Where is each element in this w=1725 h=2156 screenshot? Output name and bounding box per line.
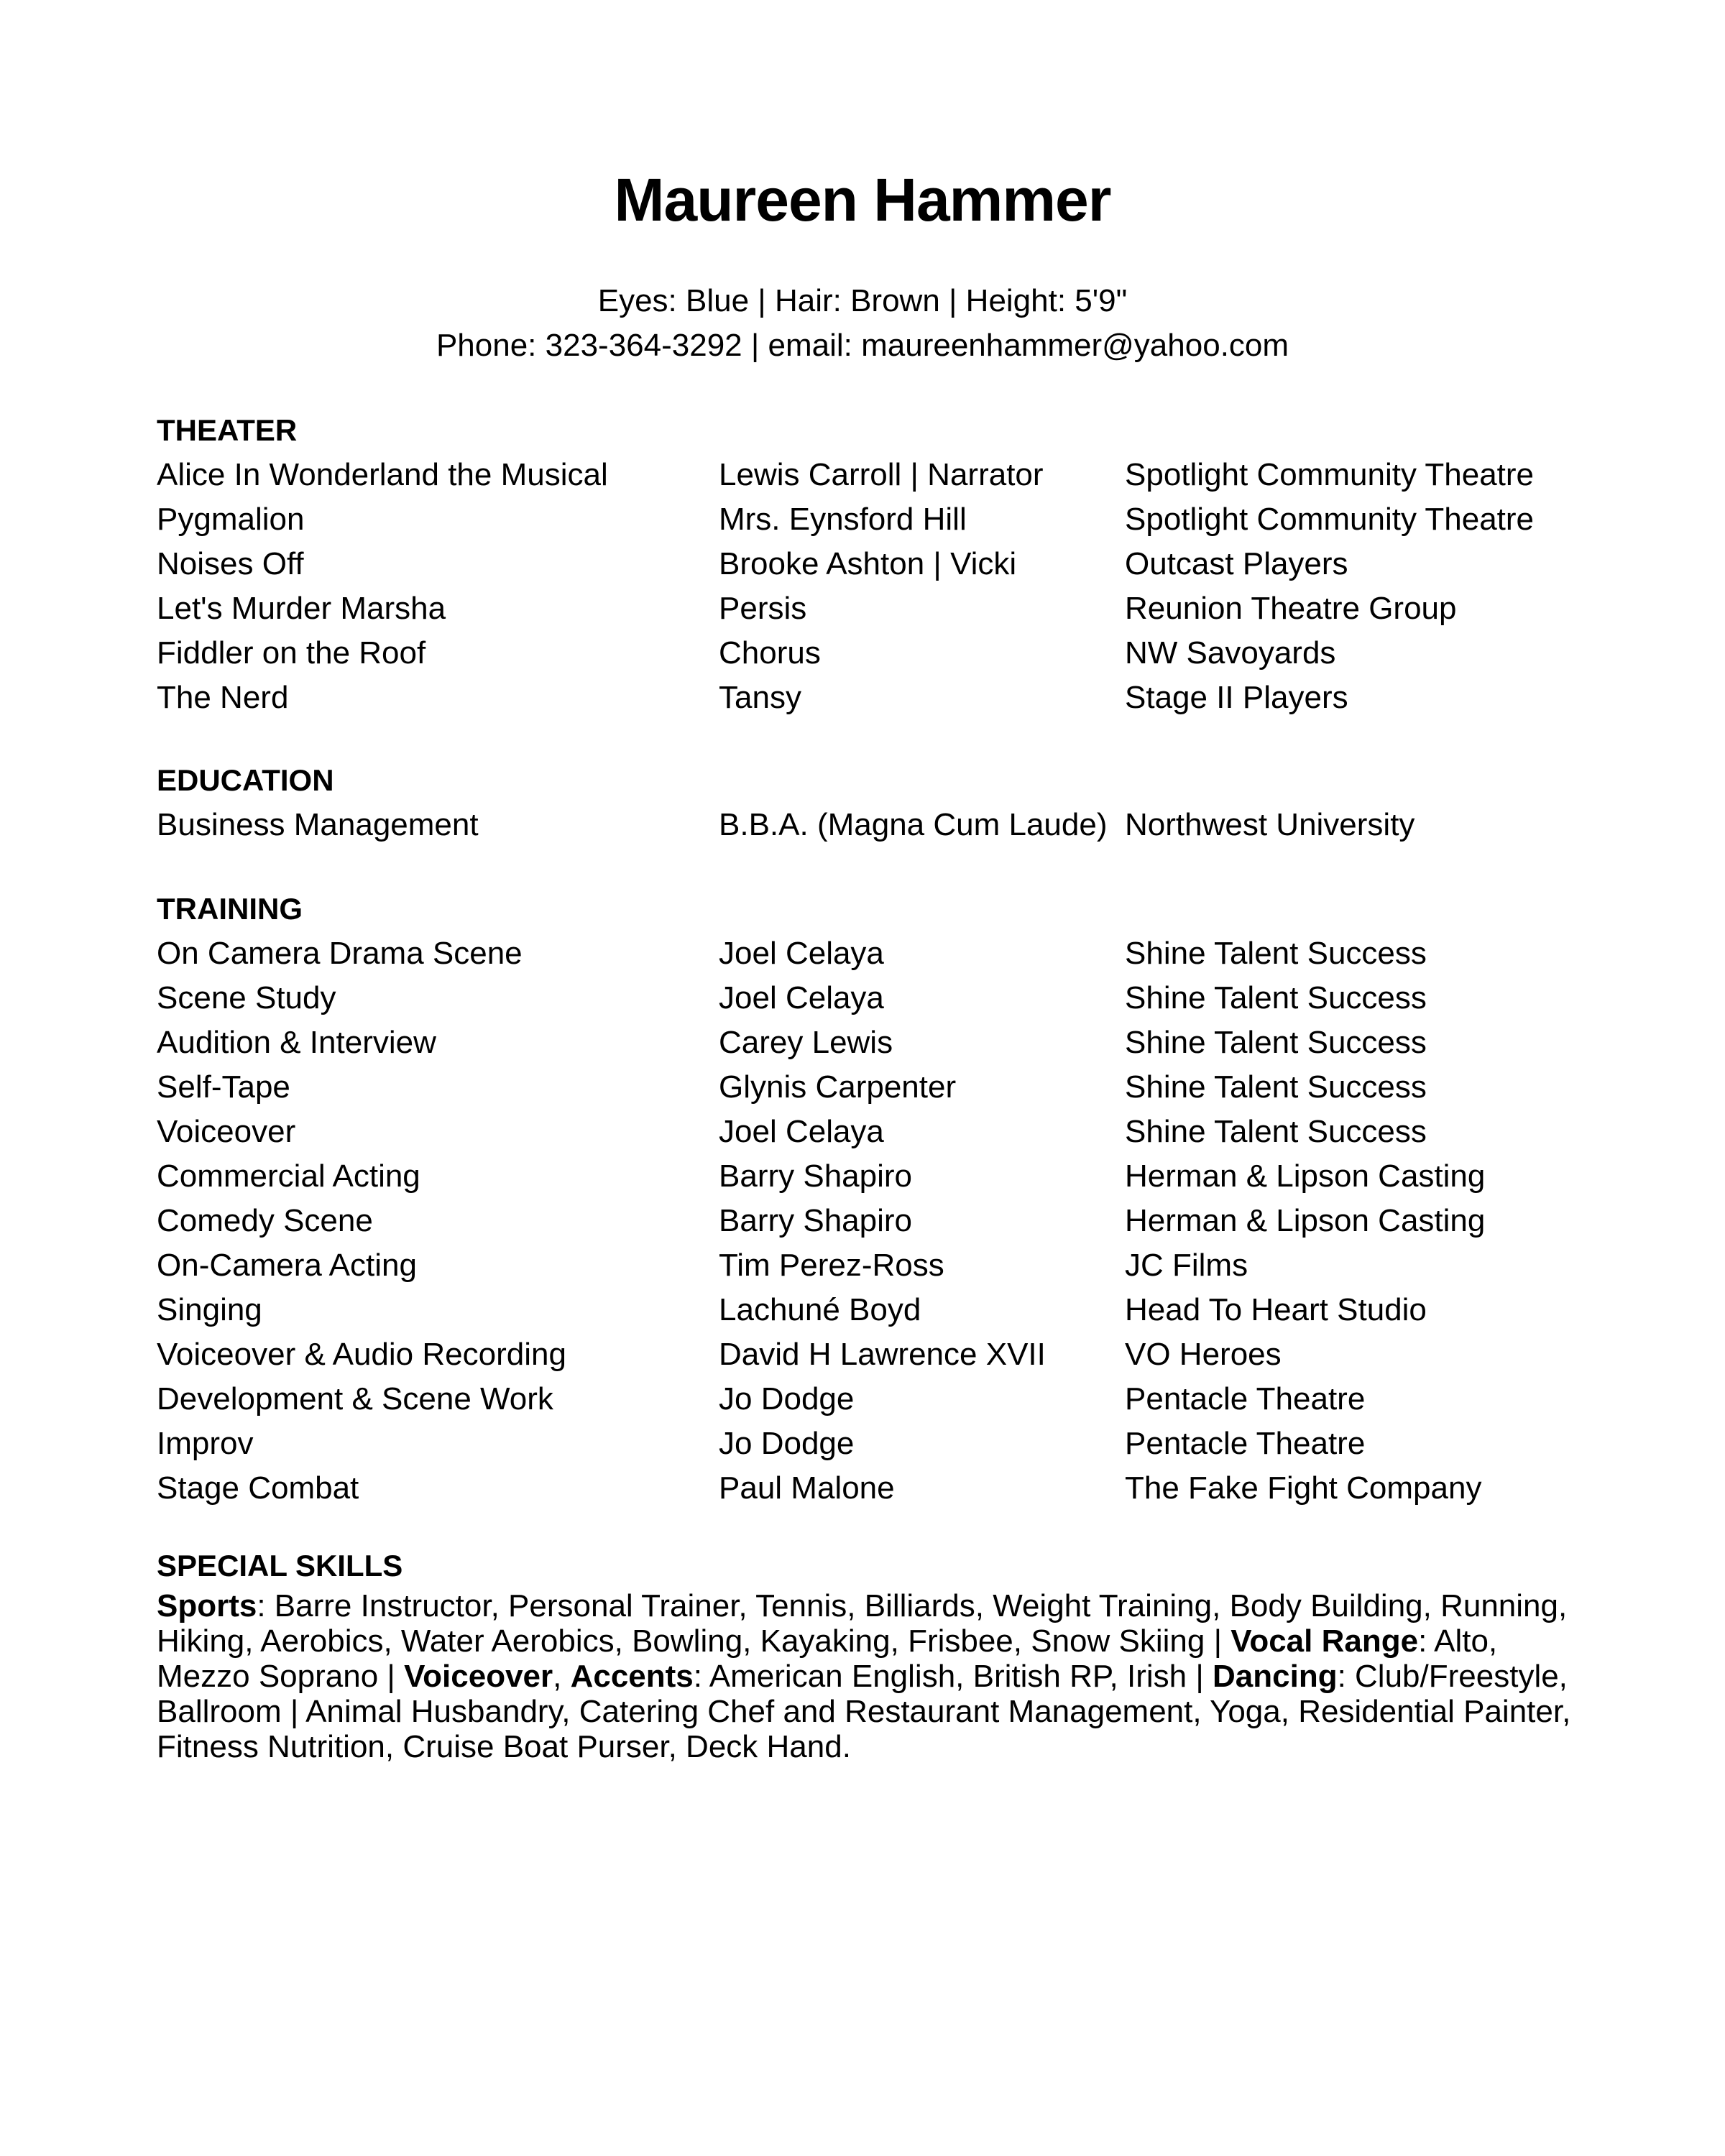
- studio: Pentacle Theatre: [1125, 1426, 1366, 1461]
- studio: Shine Talent Success: [1125, 1114, 1427, 1149]
- company: Outcast Players: [1125, 546, 1348, 581]
- instructor: David H Lawrence XVII: [719, 1337, 1046, 1372]
- studio: The Fake Fight Company: [1125, 1470, 1482, 1506]
- accents-list: : American English, British RP, Irish |: [693, 1659, 1213, 1694]
- course: Stage Combat: [157, 1470, 359, 1506]
- role: Lewis Carroll | Narrator: [719, 457, 1044, 492]
- physical-stats: Eyes: Blue | Hair: Brown | Height: 5'9": [597, 283, 1128, 318]
- role: Tansy: [719, 680, 801, 715]
- instructor: Barry Shapiro: [719, 1158, 913, 1194]
- sports-list: : Barre Instructor, Personal Trainer, Tennis, Billiards, Weight Training, Body Building, Running, Hiking, Aerobics, Water Aerobics, Bowling, Kayaking, Frisbee, Snow Skiing |: [157, 1588, 1568, 1659]
- instructor: Jo Dodge: [719, 1381, 855, 1416]
- role: Brooke Ashton | Vicki: [719, 546, 1017, 581]
- studio: Pentacle Theatre: [1125, 1381, 1366, 1416]
- course: Self-Tape: [157, 1069, 290, 1105]
- company: Spotlight Community Theatre: [1125, 457, 1535, 492]
- training-row: [0, 976, 1725, 1021]
- course: On Camera Drama Scene: [157, 936, 523, 971]
- theater-row: [0, 497, 1725, 542]
- instructor: Paul Malone: [719, 1470, 895, 1506]
- field-of-study: Business Management: [157, 807, 479, 842]
- training-row: [0, 1110, 1725, 1154]
- education-list: [0, 803, 1725, 847]
- course: Voiceover: [157, 1114, 296, 1149]
- resume-name: Maureen Hammer: [614, 166, 1111, 234]
- theater-row: [0, 453, 1725, 497]
- dancing-and-other-skills: : Club/Freestyle, Ballroom | Animal Husbandry, Catering Chef and Restaurant Management, Yoga, Residential Painter, Fitness Nutrition, Cruise Boat Purser, Deck Hand.: [157, 1659, 1571, 1764]
- instructor: Jo Dodge: [719, 1426, 855, 1461]
- training-row: [0, 1466, 1725, 1511]
- course: Singing: [157, 1292, 262, 1327]
- sports-label: Sports: [157, 1588, 257, 1623]
- studio: Shine Talent Success: [1125, 1025, 1427, 1060]
- instructor: Joel Celaya: [719, 980, 884, 1015]
- instructor: Joel Celaya: [719, 1114, 884, 1149]
- instructor: Joel Celaya: [719, 936, 884, 971]
- studio: Shine Talent Success: [1125, 936, 1427, 971]
- theater-row: [0, 542, 1725, 586]
- special-skills-heading: SPECIAL SKILLS: [157, 1549, 403, 1583]
- studio: VO Heroes: [1125, 1337, 1282, 1372]
- training-row: [0, 1021, 1725, 1065]
- studio: Herman & Lipson Casting: [1125, 1203, 1486, 1238]
- theater-row: [0, 586, 1725, 631]
- training-row: [0, 1288, 1725, 1332]
- special-skills-paragraph: [157, 1588, 1594, 1764]
- voiceover-label: Voiceover: [404, 1659, 553, 1694]
- production-title: Alice In Wonderland the Musical: [157, 457, 608, 492]
- training-row: [0, 1065, 1725, 1110]
- training-row: [0, 1154, 1725, 1199]
- education-row: [0, 803, 1725, 847]
- instructor: Carey Lewis: [719, 1025, 893, 1060]
- training-heading: TRAINING: [157, 892, 303, 926]
- studio: Shine Talent Success: [1125, 980, 1427, 1015]
- instructor: Barry Shapiro: [719, 1203, 913, 1238]
- production-title: The Nerd: [157, 680, 289, 715]
- dancing-label: Dancing: [1213, 1659, 1338, 1694]
- training-row: [0, 931, 1725, 976]
- training-row: [0, 1422, 1725, 1466]
- course: Comedy Scene: [157, 1203, 373, 1238]
- course: On-Camera Acting: [157, 1248, 417, 1283]
- company: Stage II Players: [1125, 680, 1348, 715]
- training-row: [0, 1199, 1725, 1243]
- course: Audition & Interview: [157, 1025, 436, 1060]
- instructor: Tim Perez-Ross: [719, 1248, 944, 1283]
- vocal-range-list: : Alto, Mezzo Soprano |: [157, 1623, 1498, 1694]
- institution: Northwest University: [1125, 807, 1415, 842]
- instructor: Glynis Carpenter: [719, 1069, 957, 1105]
- course: Voiceover & Audio Recording: [157, 1337, 566, 1372]
- studio: Shine Talent Success: [1125, 1069, 1427, 1105]
- education-heading: EDUCATION: [157, 763, 334, 797]
- company: NW Savoyards: [1125, 635, 1336, 671]
- course: Commercial Acting: [157, 1158, 420, 1194]
- role: Chorus: [719, 635, 821, 671]
- company: Reunion Theatre Group: [1125, 591, 1457, 626]
- theater-list: [0, 453, 1725, 720]
- accents-label: Accents: [570, 1659, 694, 1694]
- theater-heading: THEATER: [157, 413, 298, 447]
- degree: B.B.A. (Magna Cum Laude): [719, 807, 1108, 842]
- training-row: [0, 1243, 1725, 1288]
- role: Persis: [719, 591, 807, 626]
- vocal-range-label: Vocal Range: [1230, 1623, 1419, 1659]
- theater-row: [0, 676, 1725, 720]
- production-title: Pygmalion: [157, 502, 305, 537]
- studio: JC Films: [1125, 1248, 1248, 1283]
- contact-info: Phone: 323-364-3292 | email: maureenhammer@yahoo.com: [436, 328, 1289, 363]
- training-row: [0, 1377, 1725, 1422]
- training-list: [0, 931, 1725, 1511]
- production-title: Fiddler on the Roof: [157, 635, 426, 671]
- company: Spotlight Community Theatre: [1125, 502, 1535, 537]
- production-title: Noises Off: [157, 546, 304, 581]
- production-title: Let's Murder Marsha: [157, 591, 446, 626]
- course: Improv: [157, 1426, 254, 1461]
- training-row: [0, 1332, 1725, 1377]
- course: Development & Scene Work: [157, 1381, 553, 1416]
- theater-row: [0, 631, 1725, 676]
- instructor: Lachuné Boyd: [719, 1292, 921, 1327]
- role: Mrs. Eynsford Hill: [719, 502, 967, 537]
- studio: Head To Heart Studio: [1125, 1292, 1427, 1327]
- label-separator: ,: [553, 1659, 571, 1694]
- course: Scene Study: [157, 980, 336, 1015]
- studio: Herman & Lipson Casting: [1125, 1158, 1486, 1194]
